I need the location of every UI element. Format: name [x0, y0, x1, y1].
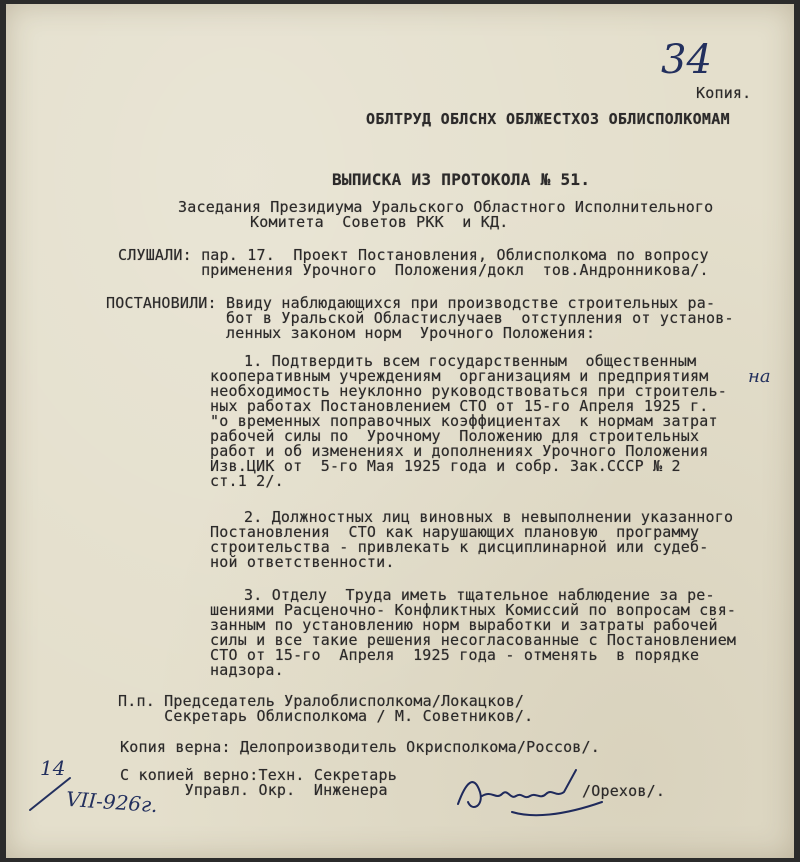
- resolved-section: [106, 296, 734, 341]
- certified-tech-line: С копией верно:Техн. Секретарь: [120, 766, 397, 784]
- signature-line: Секретарь Облисполкома / М. Советников/.: [118, 707, 534, 725]
- document-title: ВЫПИСКА ИЗ ПРОТОКОЛА № 51.: [332, 170, 591, 189]
- copy-label: Копия.: [696, 84, 752, 102]
- item-1-line: "о временных поправочных коэффициентах к нормам затрат: [210, 412, 718, 430]
- item-3-line: силы и все такие решения несогласованные с Постановлением: [210, 631, 737, 649]
- certified-line: Копия верна: Делопроизводитель Окрисполкома/Россов/.: [120, 738, 600, 756]
- handwritten-date-day: 14: [40, 756, 66, 780]
- item-3-line: шениями Расценочно- Конфликтных Комиссий по вопросам свя-: [210, 601, 737, 619]
- certified-tech-line: Управл. Окр. Инженера: [120, 781, 388, 799]
- item-3-line: СТО от 15-го Апреля 1925 года - отменять в порядке: [210, 646, 700, 664]
- date-slash-icon: [26, 774, 86, 819]
- item-1-line: рабочей силы по Урочному Положению для строительных: [210, 427, 700, 445]
- resolved-line: ПОСТАНОВИЛИ: Ввиду наблюдающихся при производстве строительных ра-: [106, 294, 716, 312]
- item-3: [210, 588, 736, 678]
- item-2-line: ной ответственности.: [210, 553, 395, 571]
- handwritten-date-month-year: VII-926г.: [65, 786, 159, 818]
- certified-tech-block: [120, 768, 397, 798]
- item-3-line: надзора.: [210, 661, 284, 679]
- archive-number: 34: [661, 37, 712, 83]
- subtitle-line: Заседания Президиума Уральского Областного Исполнительного: [178, 198, 714, 216]
- item-1-line: необходимость неуклонно руководствоваться при строитель-: [210, 382, 727, 400]
- heard-line: применения Урочного Положения/докл тов.Андронникова/.: [118, 261, 709, 279]
- subtitle-line: Комитета Советов РКК и КД.: [250, 213, 509, 231]
- item-2-line: строительства - привлекать к дисциплинарной или судеб-: [210, 538, 709, 556]
- resolved-line: ленных законом норм Урочного Положения:: [106, 324, 596, 342]
- item-2-line: 2. Должностных лиц виновных в невыполнении указанного: [244, 508, 734, 526]
- tech-signer: /Орехов/.: [582, 782, 666, 800]
- item-1: [210, 354, 727, 489]
- meeting-subtitle: [178, 200, 713, 230]
- distribution-line: ОБЛТРУД ОБЛСНХ ОБЛЖЕСТХОЗ ОБЛИСПОЛКОМАМ: [366, 110, 730, 128]
- item-3-line: 3. Отделу Труда иметь тщательное наблюдение за ре-: [244, 586, 715, 604]
- item-2: [210, 510, 733, 570]
- item-3-line: занным по установлению норм выработки и затраты рабочей: [210, 616, 718, 634]
- item-2-line: Постановления СТО как нарушающих плановую программу: [210, 523, 700, 541]
- document-page: [6, 4, 794, 858]
- item-1-line: ст.1 2/.: [210, 472, 284, 490]
- item-1-line: Изв.ЦИК от 5-го Мая 1925 года и собр. Зак.СССР № 2: [210, 457, 681, 475]
- signature-line: П.п. Председатель Уралоблисполкома/Локацков/: [118, 692, 525, 710]
- resolved-line: бот в Уральской Областислучаев отступления от установ-: [106, 309, 734, 327]
- signatures-block: [118, 694, 533, 724]
- item-1-line: 1. Подтвердить всем государственным общественным: [244, 352, 697, 370]
- item-1-line: ных работах Постановлением СТО от 15-го Апреля 1925 г.: [210, 397, 709, 415]
- handwritten-insert: на: [748, 366, 771, 387]
- item-1-line: кооперативным учреждениям организациям и предприятиям: [210, 367, 709, 385]
- item-1-line: работ и об изменениях и дополнениях Урочного Положения: [210, 442, 709, 460]
- heard-section: [118, 248, 709, 278]
- heard-line: СЛУШАЛИ: пар. 17. Проект Постановления, Облисполкома по вопросу: [118, 246, 709, 264]
